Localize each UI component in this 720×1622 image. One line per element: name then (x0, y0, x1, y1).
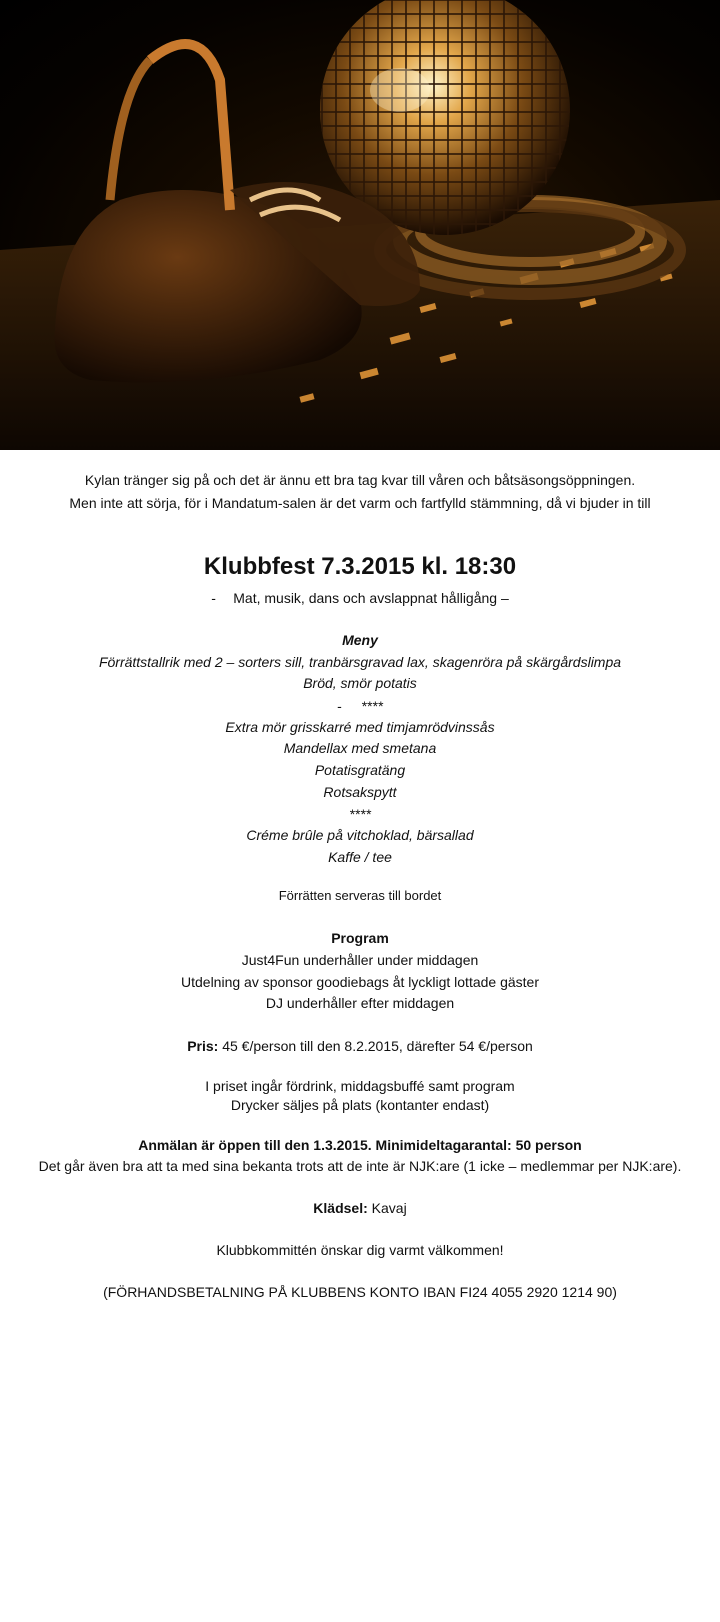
payment-info: (FÖRHANDSBETALNING PÅ KLUBBENS KONTO IBAN FI24 4055 2920 1214 90) (103, 1283, 617, 1300)
price-text: 45 €/person till den 8.2.2015, därefter 54 €/person (218, 1037, 533, 1054)
menu-coffee: Kaffe / tee (328, 848, 392, 865)
program-item-3: DJ underhåller efter middagen (265, 995, 455, 1012)
intro-line-2: Men inte att sörja, för i Mandatum-salen är det varm och fartfylld stämmning, då vi bjuder in till (69, 495, 651, 511)
intro-line-1: Kylan tränger sig på och det är ännu ett bra tag kvar till våren och båtsäsongsöppningen. (84, 472, 636, 488)
subtitle-dash: - (211, 590, 216, 606)
event-title: Klubbfest 7.3.2015 kl. 18:30 (203, 553, 517, 580)
menu-separator-1 (0, 695, 720, 717)
menu-main-2: Mandellax med smetana (283, 740, 437, 757)
menu-main-3: Potatisgratäng (314, 761, 406, 778)
menu-dessert: Créme brûle på vitchoklad, bärsallad (246, 827, 474, 844)
program-section (0, 928, 720, 1014)
signup-deadline: Anmälan är öppen till den 1.3.2015. Minimideltagarantal: 50 person (138, 1136, 582, 1153)
intro-paragraph (0, 470, 720, 514)
event-subtitle (0, 588, 720, 608)
dress-value: Kavaj (367, 1199, 407, 1216)
menu-bread: Bröd, smör potatis (303, 675, 417, 692)
dress-label: Klädsel: (313, 1199, 368, 1216)
program-heading: Program (331, 930, 389, 947)
menu-heading: Meny (342, 632, 378, 648)
served-note: Förrätten serveras till bordet (278, 888, 442, 904)
menu-starter: Förrättstallrik med 2 – sorters sill, tranbärsgravad lax, skagenröra på skärgårdslimpa (98, 653, 622, 670)
menu-separator-2: **** (349, 806, 371, 823)
disco-ball-photo-illustration (0, 0, 720, 450)
included-line-2: Drycker säljes på plats (kontanter endast) (230, 1096, 490, 1113)
program-item-1: Just4Fun underhåller under middagen (241, 951, 479, 968)
included-line-1: I priset ingår fördrink, middagsbuffé samt program (205, 1077, 515, 1094)
signup-guests: Det går även bra att ta med sina bekanta trots att de inte är NJK:are (1 icke – medlemmar per NJK:are). (38, 1158, 682, 1175)
separator-stars: **** (361, 697, 383, 714)
menu-main-4: Rotsakspytt (323, 783, 397, 800)
subtitle-text: Mat, musik, dans och avslappnat hålligång – (233, 590, 509, 606)
price-label: Pris: (187, 1037, 219, 1054)
menu-main-1: Extra mör grisskarré med timjamrödvinssås (225, 718, 495, 735)
price-line (0, 1035, 720, 1057)
hero-photo (0, 0, 720, 450)
welcome-text: Klubbkommittén önskar dig varmt välkommen! (216, 1241, 504, 1258)
menu-section (0, 630, 720, 868)
separator-dash: - (337, 697, 342, 714)
program-item-2: Utdelning av sponsor goodiebags åt lyckligt lottade gäster (181, 973, 539, 990)
included-section (0, 1077, 720, 1115)
signup-section (0, 1135, 720, 1178)
dress-code (0, 1198, 720, 1218)
invitation-document (0, 470, 720, 1302)
